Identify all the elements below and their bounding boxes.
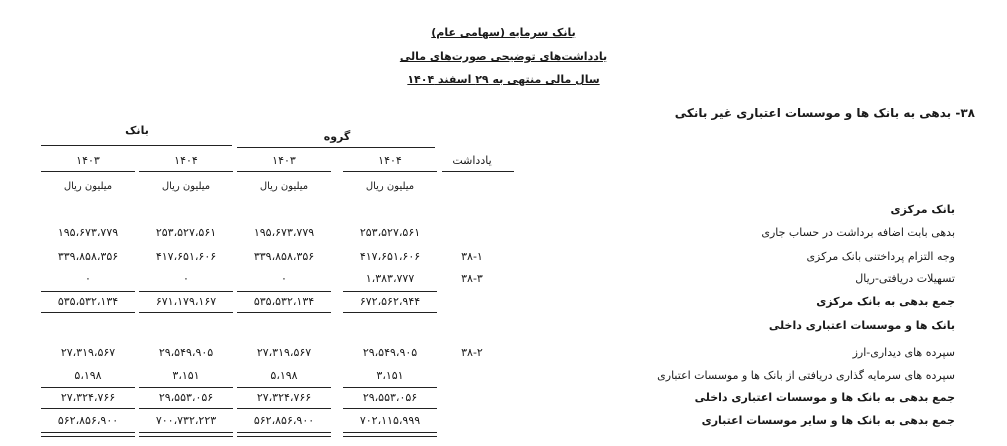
cell-bank-1403: ۵۳۵،۵۳۲،۱۳۴ (57, 295, 119, 308)
cell-bank-1404: ۲۹،۵۴۹،۹۰۵ (158, 346, 214, 359)
total-rule (41, 408, 135, 409)
total-rule (343, 312, 437, 313)
bank-year-prior: ۱۴۰۳ (76, 154, 100, 167)
header-rule (41, 171, 135, 172)
cell-bank-1403: ۰ (85, 272, 91, 285)
group-rule (237, 147, 435, 148)
cell-bank-1404: ۲۹،۵۵۳،۰۵۶ (158, 391, 214, 404)
group-year-current: ۱۴۰۴ (378, 154, 402, 167)
report-subtitle: یادداشت‌های توضیحی صورت‌های مالی (399, 50, 608, 63)
subtotal-rule (237, 291, 331, 292)
cell-group-1403: ۲۷،۳۱۹،۵۶۷ (256, 346, 312, 359)
note-ref: ۳۸-۱ (461, 250, 483, 263)
row-label: بانک ها و موسسات اعتباری داخلی (768, 319, 955, 332)
cell-group-1403: ۲۷،۳۲۴،۷۶۶ (256, 391, 312, 404)
total-rule (343, 408, 437, 409)
subtotal-rule (139, 291, 233, 292)
row-label: جمع بدهی به بانک مرکزی (816, 295, 955, 308)
cell-group-1403: ۳۳۹،۸۵۸،۳۵۶ (253, 250, 315, 263)
report-period: سال مالی منتهی به ۲۹ اسفند ۱۴۰۴ (407, 73, 600, 86)
cell-group-1404: ۱،۳۸۳،۷۷۷ (365, 272, 415, 285)
cell-group-1404: ۲۹،۵۵۳،۰۵۶ (362, 391, 418, 404)
cell-group-1403: ۰ (281, 272, 287, 285)
subtotal-rule (41, 291, 135, 292)
header-rule (237, 171, 331, 172)
grand-total-double-rule (139, 432, 233, 437)
cell-bank-1403: ۲۷،۳۱۹،۵۶۷ (60, 346, 116, 359)
row-label: تسهیلات دریافتی-ریال (855, 272, 955, 285)
subtotal-rule (41, 387, 135, 388)
cell-bank-1403: ۵۶۲،۸۵۶،۹۰۰ (57, 414, 119, 427)
subtotal-rule (343, 387, 437, 388)
cell-bank-1404: ۳،۱۵۱ (172, 369, 200, 382)
bank-year-current: ۱۴۰۴ (174, 154, 198, 167)
cell-bank-1403: ۳۳۹،۸۵۸،۳۵۶ (57, 250, 119, 263)
cell-group-1404: ۳،۱۵۱ (376, 369, 404, 382)
cell-group-1404: ۶۷۲،۵۶۲،۹۴۴ (359, 295, 421, 308)
grand-total-double-rule (41, 432, 135, 437)
row-label: وجه التزام پرداختنی بانک مرکزی (806, 250, 955, 263)
cell-bank-1404: ۴۱۷،۶۵۱،۶۰۶ (155, 250, 217, 263)
total-rule (139, 312, 233, 313)
row-label: سپرده های دیداری-ارز (852, 346, 955, 359)
cell-group-1404: ۲۵۳،۵۲۷،۵۶۱ (359, 226, 421, 239)
unit-label: میلیون ریال (365, 181, 415, 192)
bank-group-rule (41, 145, 232, 146)
group-header: گروه (323, 130, 351, 143)
cell-bank-1404: ۰ (183, 272, 189, 285)
header-rule (343, 171, 437, 172)
header-rule (139, 171, 233, 172)
subtotal-rule (237, 387, 331, 388)
total-rule (237, 312, 331, 313)
row-label: سپرده های سرمایه گذاری دریافتی از بانک ها و موسسات اعتباری (657, 369, 955, 382)
unit-label: میلیون ریال (63, 181, 113, 192)
cell-group-1403: ۵۶۲،۸۵۶،۹۰۰ (253, 414, 315, 427)
note-ref: ۳۸-۳ (461, 272, 483, 285)
cell-bank-1404: ۷۰۰،۷۳۲،۲۲۳ (155, 414, 217, 427)
subtotal-rule (139, 387, 233, 388)
grand-total-double-rule (343, 432, 437, 437)
header-rule (442, 171, 514, 172)
company-name: بانک سرمایه (سهامی عام) (431, 26, 576, 39)
note-title: ۳۸- بدهی به بانک ها و موسسات اعتباری غیر بانکی (674, 106, 975, 120)
group-year-prior: ۱۴۰۳ (272, 154, 296, 167)
subtotal-rule (343, 291, 437, 292)
cell-group-1404: ۷۰۲،۱۱۵،۹۹۹ (359, 414, 421, 427)
total-rule (139, 408, 233, 409)
cell-group-1403: ۵۳۵،۵۳۲،۱۳۴ (253, 295, 315, 308)
cell-group-1404: ۴۱۷،۶۵۱،۶۰۶ (359, 250, 421, 263)
total-rule (41, 312, 135, 313)
unit-label: میلیون ریال (259, 181, 309, 192)
cell-bank-1403: ۵،۱۹۸ (74, 369, 102, 382)
row-label: بدهی بابت اضافه برداشت در حساب جاری (761, 226, 955, 239)
cell-bank-1403: ۲۷،۳۲۴،۷۶۶ (60, 391, 116, 404)
cell-bank-1403: ۱۹۵،۶۷۳،۷۷۹ (57, 226, 119, 239)
row-label: بانک مرکزی (890, 203, 955, 216)
note-ref: ۳۸-۲ (461, 346, 483, 359)
cell-group-1403: ۱۹۵،۶۷۳،۷۷۹ (253, 226, 315, 239)
cell-bank-1404: ۶۷۱،۱۷۹،۱۶۷ (155, 295, 217, 308)
cell-group-1404: ۲۹،۵۴۹،۹۰۵ (362, 346, 418, 359)
row-label: جمع بدهی به بانک ها و موسسات اعتباری داخلی (694, 391, 955, 404)
grand-total-double-rule (237, 432, 331, 437)
bank-group-header: بانک (125, 124, 149, 137)
note-column-header: یادداشت (452, 154, 492, 167)
unit-label: میلیون ریال (161, 181, 211, 192)
total-rule (237, 408, 331, 409)
row-label: جمع بدهی به بانک ها و سایر موسسات اعتباری (701, 414, 955, 427)
cell-group-1403: ۵،۱۹۸ (270, 369, 298, 382)
cell-bank-1404: ۲۵۳،۵۲۷،۵۶۱ (155, 226, 217, 239)
